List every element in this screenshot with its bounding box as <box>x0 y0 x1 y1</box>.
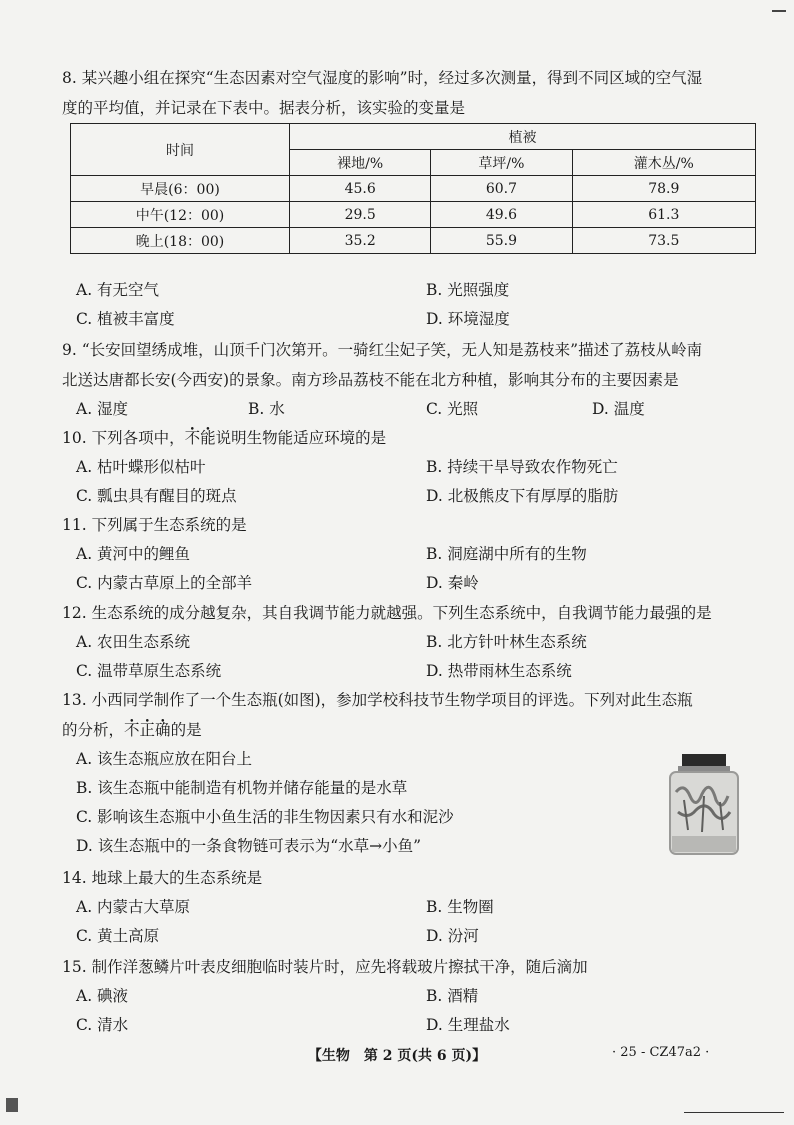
option-c[interactable]: C. 瓢虫具有醒目的斑点 <box>76 487 237 505</box>
table-cell: 35.2 <box>290 228 431 254</box>
option-b[interactable]: B. 洞庭湖中所有的生物 <box>426 545 587 563</box>
option-d[interactable]: D. 北极熊皮下有厚厚的脂肪 <box>426 487 619 505</box>
option-b[interactable]: B. 酒精 <box>426 987 479 1005</box>
question-13-prefix: 的分析， <box>62 721 125 739</box>
question-10 <box>62 423 762 511</box>
table-cell: 60.7 <box>431 176 572 202</box>
emphasis-char: 正 <box>139 721 156 739</box>
option-c[interactable]: C. 植被丰富度 <box>76 310 175 328</box>
corner-mark <box>772 10 786 22</box>
question-11-stem: 11. 下列属于生态系统的是 <box>62 516 247 534</box>
option-c[interactable]: C. 清水 <box>76 1016 129 1034</box>
option-d[interactable]: D. 温度 <box>592 400 645 418</box>
question-14 <box>62 863 762 951</box>
option-a[interactable]: A. 黄河中的鲤鱼 <box>76 545 191 563</box>
question-13-stem-line-1: 13. 小西同学制作了一个生态瓶(如图)，参加学校科技节生物学项目的评选。下列对此生态瓶 <box>62 691 693 709</box>
question-15 <box>62 952 762 1040</box>
option-a[interactable]: A. 该生态瓶应放在阳台上 <box>76 750 253 768</box>
question-9 <box>62 335 762 424</box>
option-d[interactable]: D. 生理盐水 <box>426 1016 510 1034</box>
option-d[interactable]: D. 该生态瓶中的一条食物链可表示为“水草→小鱼” <box>76 837 422 855</box>
option-d[interactable]: D. 环境湿度 <box>426 310 510 328</box>
bottom-rule <box>684 1112 784 1113</box>
option-b[interactable]: B. 光照强度 <box>426 281 510 299</box>
emphasis-char: 能 <box>200 429 216 447</box>
option-a[interactable]: A. 有无空气 <box>76 281 160 299</box>
question-12-stem: 12. 生态系统的成分越复杂，其自我调节能力就越强。下列生态系统中，自我调节能力最强的是 <box>62 604 712 622</box>
table-cell: 73.5 <box>572 228 755 254</box>
table-cell: 55.9 <box>431 228 572 254</box>
table-header-vegetation: 植被 <box>290 124 756 150</box>
table-cell: 61.3 <box>572 202 755 228</box>
option-c[interactable]: C. 内蒙古草原上的全部羊 <box>76 574 253 592</box>
option-a[interactable]: A. 碘液 <box>76 987 129 1005</box>
option-d[interactable]: D. 秦岭 <box>426 574 479 592</box>
humidity-table <box>70 123 756 254</box>
question-8-options <box>62 276 762 334</box>
option-a[interactable]: A. 湿度 <box>76 400 129 418</box>
option-c[interactable]: C. 影响该生态瓶中小鱼生活的非生物因素只有水和泥沙 <box>76 808 454 826</box>
option-b[interactable]: B. 持续干旱导致农作物死亡 <box>426 458 618 476</box>
question-13-stem-line-2 <box>62 715 762 745</box>
option-b[interactable]: B. 水 <box>248 400 285 418</box>
table-row <box>71 202 756 228</box>
question-10-stem <box>62 423 762 453</box>
question-8 <box>62 63 762 123</box>
table-header-time: 时间 <box>71 124 290 176</box>
emphasis-char: 不 <box>124 721 140 739</box>
option-c[interactable]: C. 光照 <box>426 400 479 418</box>
option-b[interactable]: B. 北方针叶林生态系统 <box>426 633 587 651</box>
question-8-stem-line-1: 8. 某兴趣小组在探究“生态因素对空气湿度的影响”时，经过多次测量，得到不同区域的空气湿 <box>62 69 703 87</box>
option-c[interactable]: C. 温带草原生态系统 <box>76 662 222 680</box>
option-a[interactable]: A. 农田生态系统 <box>76 633 191 651</box>
question-13-suffix: 的是 <box>170 721 202 739</box>
option-b[interactable]: B. 该生态瓶中能制造有机物并储存能量的是水草 <box>76 779 408 797</box>
table-cell: 45.6 <box>290 176 431 202</box>
ecological-bottle-image <box>664 752 744 857</box>
question-10-suffix: 说明生物能适应环境的是 <box>215 429 387 447</box>
paper-code: · 25 - CZ47a2 · <box>612 1045 710 1060</box>
table-row <box>71 228 756 254</box>
option-d[interactable]: D. 热带雨林生态系统 <box>426 662 572 680</box>
option-b[interactable]: B. 生物圈 <box>426 898 494 916</box>
option-a[interactable]: A. 枯叶蝶形似枯叶 <box>76 458 206 476</box>
question-15-stem: 15. 制作洋葱鳞片叶表皮细胞临时装片时，应先将载玻片擦拭干净，随后滴加 <box>62 958 588 976</box>
option-d[interactable]: D. 汾河 <box>426 927 479 945</box>
question-8-stem-line-2: 度的平均值，并记录在下表中。据表分析，该实验的变量是 <box>62 99 466 117</box>
table-subheader: 草坪/% <box>431 150 572 176</box>
table-subheader: 裸地/% <box>290 150 431 176</box>
table-row <box>71 176 756 202</box>
question-9-stem-line-1: 9. “长安回望绣成堆，山顶千门次第开。一骑红尘妃子笑，无人知是荔枝来”描述了荔枝从岭南 <box>62 341 703 359</box>
question-10-prefix: 10. 下列各项中， <box>62 429 185 447</box>
table-cell: 29.5 <box>290 202 431 228</box>
question-9-stem-line-2: 北送达唐都长安(今西安)的景象。南方珍品荔枝不能在北方种植，影响其分布的主要因素是 <box>62 371 679 389</box>
table-cell-time: 早晨(6：00) <box>71 176 290 202</box>
question-14-stem: 14. 地球上最大的生态系统是 <box>62 869 263 887</box>
question-12 <box>62 598 762 686</box>
table-subheader: 灌木丛/% <box>572 150 755 176</box>
emphasis-char: 不 <box>184 429 201 447</box>
table-cell-time: 晚上(18：00) <box>71 228 290 254</box>
question-11 <box>62 510 762 598</box>
table-cell: 78.9 <box>572 176 755 202</box>
question-13 <box>62 685 762 861</box>
option-a[interactable]: A. 内蒙古大草原 <box>76 898 191 916</box>
table-cell: 49.6 <box>431 202 572 228</box>
table-cell-time: 中午(12：00) <box>71 202 290 228</box>
emphasis-char: 确 <box>155 721 171 739</box>
option-c[interactable]: C. 黄土高原 <box>76 927 160 945</box>
page-footer: 【生物 第 2 页(共 6 页)】 <box>307 1048 487 1064</box>
corner-mark-bottom-left <box>6 1098 18 1112</box>
